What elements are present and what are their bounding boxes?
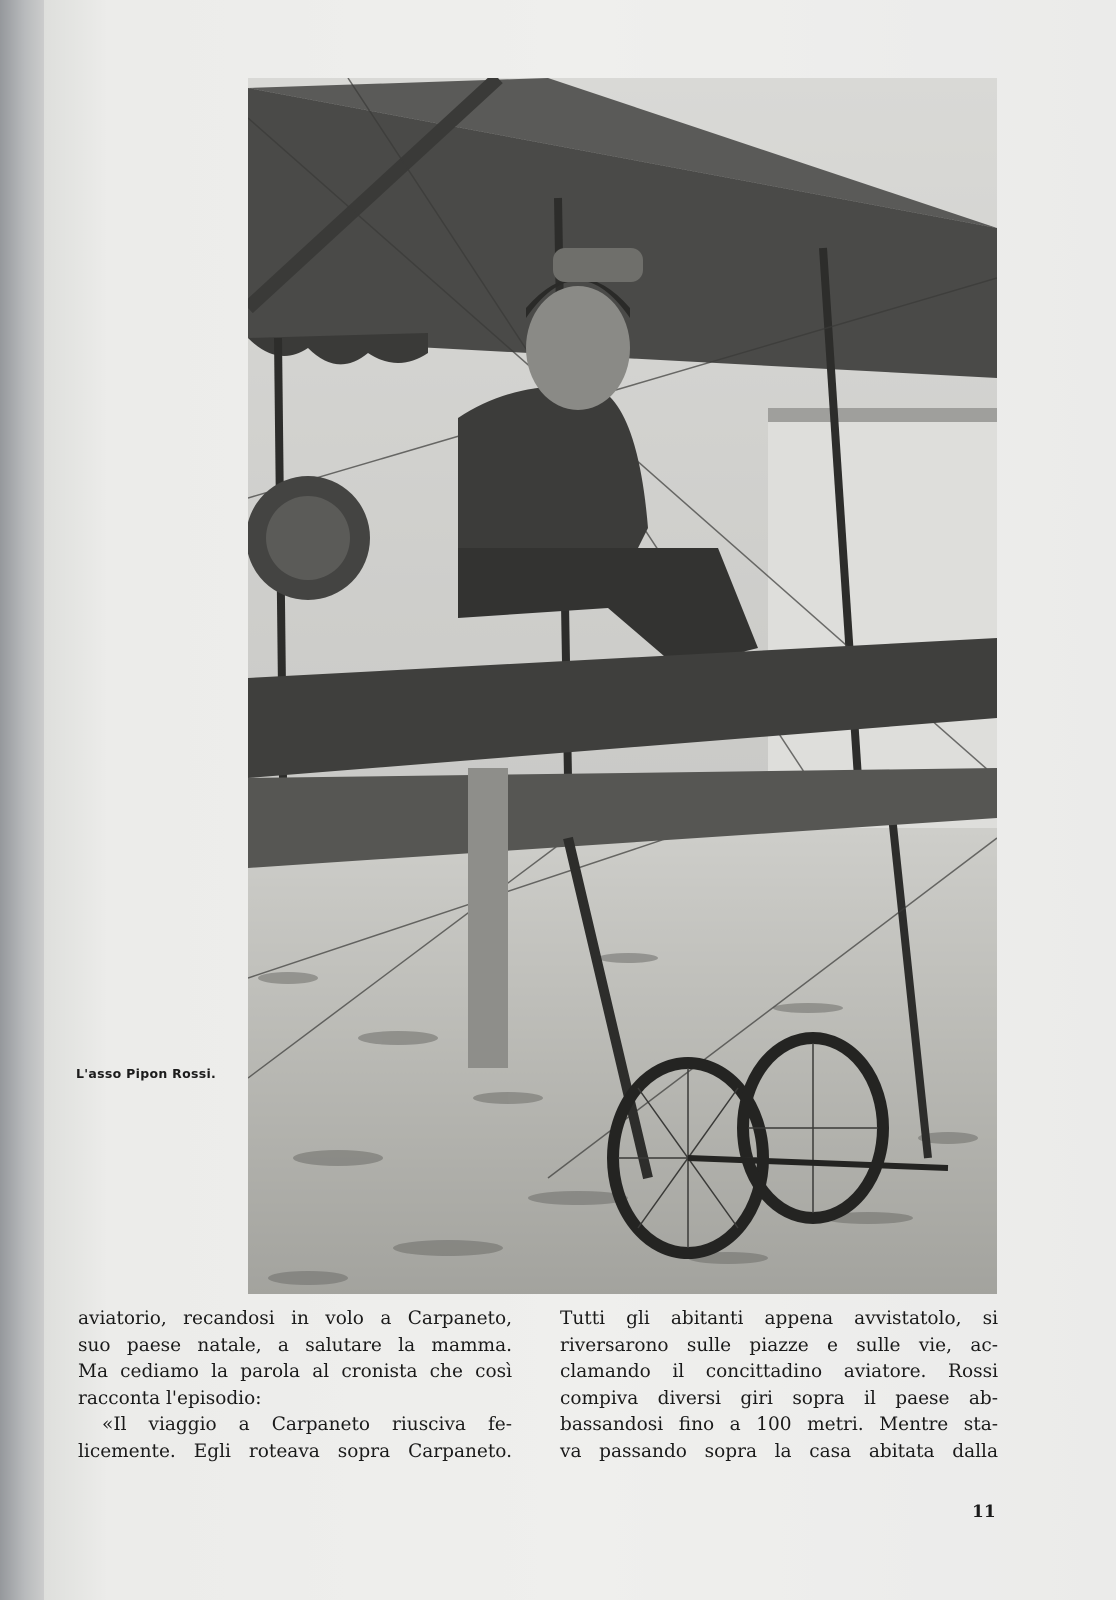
- text-line: bassandosi fino a 100 metri. Mentre sta-: [560, 1414, 998, 1436]
- text-column-right: [560, 1306, 998, 1466]
- page-number: 11: [972, 1502, 996, 1522]
- text-line: clamando il concittadino aviatore. Rossi: [560, 1361, 998, 1383]
- text-line: aviatorio, recandosi in volo a Carpaneto,: [78, 1308, 512, 1329]
- text-line: va passando sopra la casa abitata dalla: [560, 1440, 998, 1462]
- text-line: racconta l'episodio:: [78, 1387, 262, 1409]
- photo-caption: L'asso Pipon Rossi.: [76, 1066, 217, 1081]
- text-column-left: [78, 1306, 512, 1466]
- text-line: suo paese natale, a salutare la mamma.: [78, 1334, 512, 1356]
- text-line: Tutti gli abitanti appena avvistatolo, si: [560, 1308, 998, 1329]
- text-line: compiva diversi giri sopra il paese ab-: [560, 1387, 998, 1409]
- text-line: «Il viaggio a Carpaneto riusciva fe-: [102, 1414, 512, 1436]
- text-line: Ma cediamo la parola al cronista che così: [78, 1361, 512, 1383]
- aviator-photograph: [248, 78, 997, 1294]
- text-line: licemente. Egli roteava sopra Carpaneto.: [78, 1440, 512, 1462]
- text-line: riversarono sulle piazze e sulle vie, ac-: [560, 1334, 998, 1356]
